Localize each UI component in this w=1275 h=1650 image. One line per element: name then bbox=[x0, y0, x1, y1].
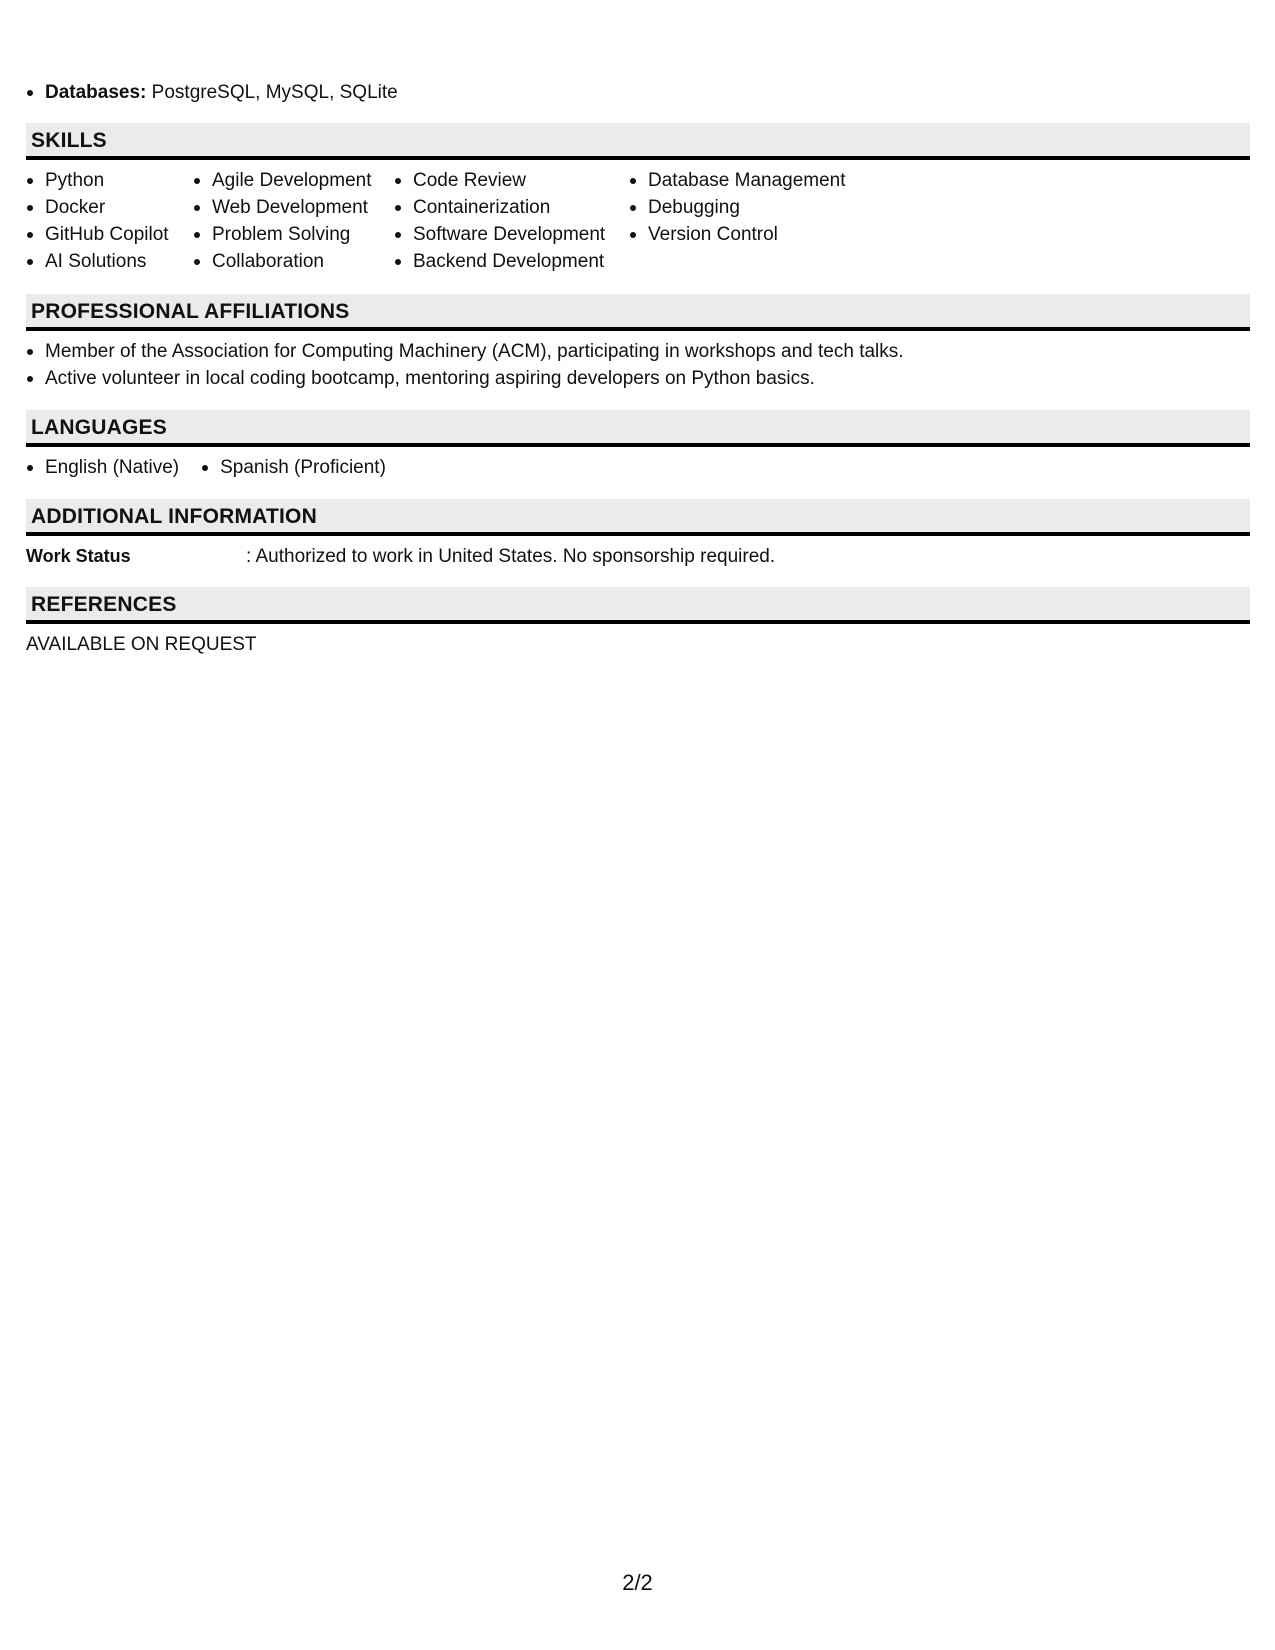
skills-grid bbox=[26, 167, 889, 275]
skill-item: Problem Solving bbox=[193, 221, 394, 248]
skill-item: Agile Development bbox=[193, 167, 394, 194]
skills-heading: SKILLS bbox=[31, 129, 107, 152]
technical-skills-list bbox=[26, 79, 398, 106]
work-status-value: : Authorized to work in United States. No sponsorship required. bbox=[246, 546, 776, 567]
skills-column-3 bbox=[394, 167, 629, 275]
skill-item: Software Development bbox=[394, 221, 629, 248]
skills-section-header bbox=[26, 123, 1250, 160]
references-heading: REFERENCES bbox=[31, 593, 177, 616]
skills-column-4 bbox=[629, 167, 889, 275]
affiliation-item: Active volunteer in local coding bootcamp, mentoring aspiring developers on Python basics. bbox=[26, 365, 904, 392]
skill-item: Database Management bbox=[629, 167, 889, 194]
affiliations-section-header bbox=[26, 294, 1250, 331]
skill-item: Web Development bbox=[193, 194, 394, 221]
skill-item: Backend Development bbox=[394, 248, 629, 275]
languages-heading: LANGUAGES bbox=[31, 416, 167, 439]
affiliations-heading: PROFESSIONAL AFFILIATIONS bbox=[31, 300, 350, 323]
skill-item: Python bbox=[26, 167, 193, 194]
references-section-header bbox=[26, 587, 1250, 624]
skill-item: Version Control bbox=[629, 221, 889, 248]
affiliations-list bbox=[26, 338, 904, 392]
page-number: 2/2 bbox=[622, 1570, 653, 1595]
skill-item: Code Review bbox=[394, 167, 629, 194]
language-item: Spanish (Proficient) bbox=[201, 454, 386, 481]
databases-value: PostgreSQL, MySQL, SQLite bbox=[146, 82, 398, 103]
list-item-databases bbox=[26, 79, 398, 106]
languages-list bbox=[26, 454, 408, 481]
affiliation-item: Member of the Association for Computing Machinery (ACM), participating in workshops and tech talks. bbox=[26, 338, 904, 365]
work-status-label: Work Status bbox=[26, 546, 131, 566]
skills-column-1 bbox=[26, 167, 193, 275]
references-text: AVAILABLE ON REQUEST bbox=[26, 634, 257, 655]
skill-item: Collaboration bbox=[193, 248, 394, 275]
skill-item: Containerization bbox=[394, 194, 629, 221]
skills-column-2 bbox=[193, 167, 394, 275]
skill-item: GitHub Copilot bbox=[26, 221, 193, 248]
skill-item: AI Solutions bbox=[26, 248, 193, 275]
skill-item: Debugging bbox=[629, 194, 889, 221]
languages-section-header bbox=[26, 410, 1250, 447]
additional-info-section-header bbox=[26, 499, 1250, 536]
additional-info-heading: ADDITIONAL INFORMATION bbox=[31, 505, 317, 528]
skill-item: Docker bbox=[26, 194, 193, 221]
databases-label: Databases: bbox=[45, 82, 147, 103]
language-item: English (Native) bbox=[26, 454, 179, 481]
